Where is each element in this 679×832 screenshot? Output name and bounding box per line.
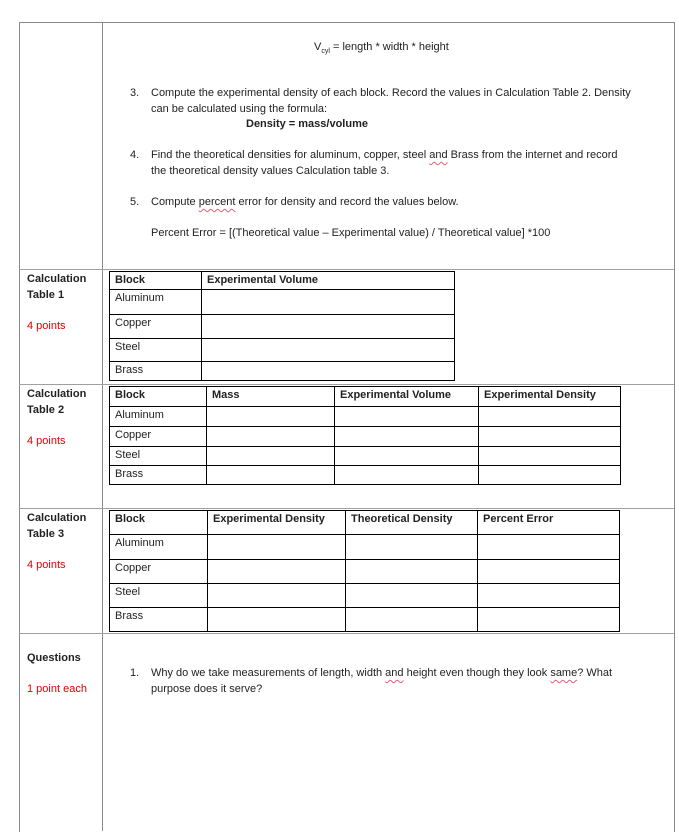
table-input-cell[interactable] xyxy=(207,447,335,466)
header-cell: Block xyxy=(110,511,208,535)
block-cell: Aluminum xyxy=(110,407,207,427)
step-number: 3. xyxy=(130,87,140,99)
table-input-cell[interactable] xyxy=(202,362,455,381)
header-cell: Experimental Volume xyxy=(202,272,455,290)
table-input-cell[interactable] xyxy=(478,584,620,608)
table-input-cell[interactable] xyxy=(208,608,346,632)
section-title: Table 3 xyxy=(27,528,65,540)
header-cell: Percent Error xyxy=(478,511,620,535)
points-label: 1 point each xyxy=(27,683,87,695)
step-text: can be calculated using the formula: xyxy=(151,103,328,115)
table-input-cell[interactable] xyxy=(207,466,335,485)
question-number: 1. xyxy=(130,667,140,679)
calculation-table-3 xyxy=(109,510,620,632)
table-input-cell[interactable] xyxy=(335,407,479,427)
table-input-cell[interactable] xyxy=(208,535,346,560)
block-cell: Brass xyxy=(110,466,207,485)
row-divider xyxy=(19,633,674,634)
question-text: Why do we take measurements of length, width and height even though they look same? What xyxy=(151,667,613,679)
row-divider xyxy=(19,384,674,385)
row-divider xyxy=(19,508,674,509)
table-input-cell[interactable] xyxy=(202,339,455,362)
step-text: Compute the experimental density of each block. Record the values in Calculation Table 2. Density xyxy=(151,87,631,99)
column-divider xyxy=(102,22,103,831)
table-input-cell[interactable] xyxy=(346,535,478,560)
table-input-cell[interactable] xyxy=(207,407,335,427)
table-input-cell[interactable] xyxy=(202,315,455,339)
step-number: 4. xyxy=(130,149,140,161)
header-cell: Experimental Volume xyxy=(335,387,479,407)
density-formula: Density = mass/volume xyxy=(246,118,368,130)
section-title: Questions xyxy=(27,652,81,664)
table-input-cell[interactable] xyxy=(208,584,346,608)
table-input-cell[interactable] xyxy=(346,608,478,632)
table-input-cell[interactable] xyxy=(479,427,621,447)
header-cell: Block xyxy=(110,387,207,407)
calculation-table-1 xyxy=(109,271,455,381)
points-label: 4 points xyxy=(27,435,66,447)
table-input-cell[interactable] xyxy=(346,560,478,584)
table-input-cell[interactable] xyxy=(479,447,621,466)
table-input-cell[interactable] xyxy=(202,290,455,315)
block-cell: Brass xyxy=(110,362,202,381)
step-text: Find the theoretical densities for aluminum, copper, steel and Brass from the internet and record xyxy=(151,149,618,161)
table-input-cell[interactable] xyxy=(207,427,335,447)
table-input-cell[interactable] xyxy=(335,466,479,485)
table-input-cell[interactable] xyxy=(335,447,479,466)
block-cell: Copper xyxy=(110,315,202,339)
block-cell: Aluminum xyxy=(110,290,202,315)
section-title: Calculation xyxy=(27,273,87,285)
table-input-cell[interactable] xyxy=(478,560,620,584)
header-cell: Experimental Density xyxy=(479,387,621,407)
section-title: Table 2 xyxy=(27,404,65,416)
section-title: Calculation xyxy=(27,512,87,524)
table-input-cell[interactable] xyxy=(479,466,621,485)
points-label: 4 points xyxy=(27,559,66,571)
block-cell: Copper xyxy=(110,560,208,584)
question-text: purpose does it serve? xyxy=(151,683,263,695)
calculation-table-2 xyxy=(109,386,621,485)
block-cell: Brass xyxy=(110,608,208,632)
row-divider xyxy=(19,269,674,270)
table-input-cell[interactable] xyxy=(478,535,620,560)
table-input-cell[interactable] xyxy=(208,560,346,584)
header-cell: Experimental Density xyxy=(208,511,346,535)
percent-error-formula: Percent Error = [(Theoretical value – Experimental value) / Theoretical value] *100 xyxy=(151,227,551,239)
section-title: Table 1 xyxy=(27,289,65,301)
table-input-cell[interactable] xyxy=(479,407,621,427)
points-label: 4 points xyxy=(27,320,66,332)
block-cell: Aluminum xyxy=(110,535,208,560)
header-cell: Mass xyxy=(207,387,335,407)
header-cell: Block xyxy=(110,272,202,290)
block-cell: Steel xyxy=(110,584,208,608)
block-cell: Copper xyxy=(110,427,207,447)
step-text: Compute percent error for density and record the values below. xyxy=(151,196,459,208)
header-cell: Theoretical Density xyxy=(346,511,478,535)
step-text: the theoretical density values Calculation table 3. xyxy=(151,165,390,177)
table-input-cell[interactable] xyxy=(335,427,479,447)
block-cell: Steel xyxy=(110,339,202,362)
block-cell: Steel xyxy=(110,447,207,466)
section-title: Calculation xyxy=(27,388,87,400)
table-input-cell[interactable] xyxy=(346,584,478,608)
table-input-cell[interactable] xyxy=(478,608,620,632)
step-number: 5. xyxy=(130,196,140,208)
volume-formula: $V_{cyl}$ = length * width * height xyxy=(314,41,449,56)
